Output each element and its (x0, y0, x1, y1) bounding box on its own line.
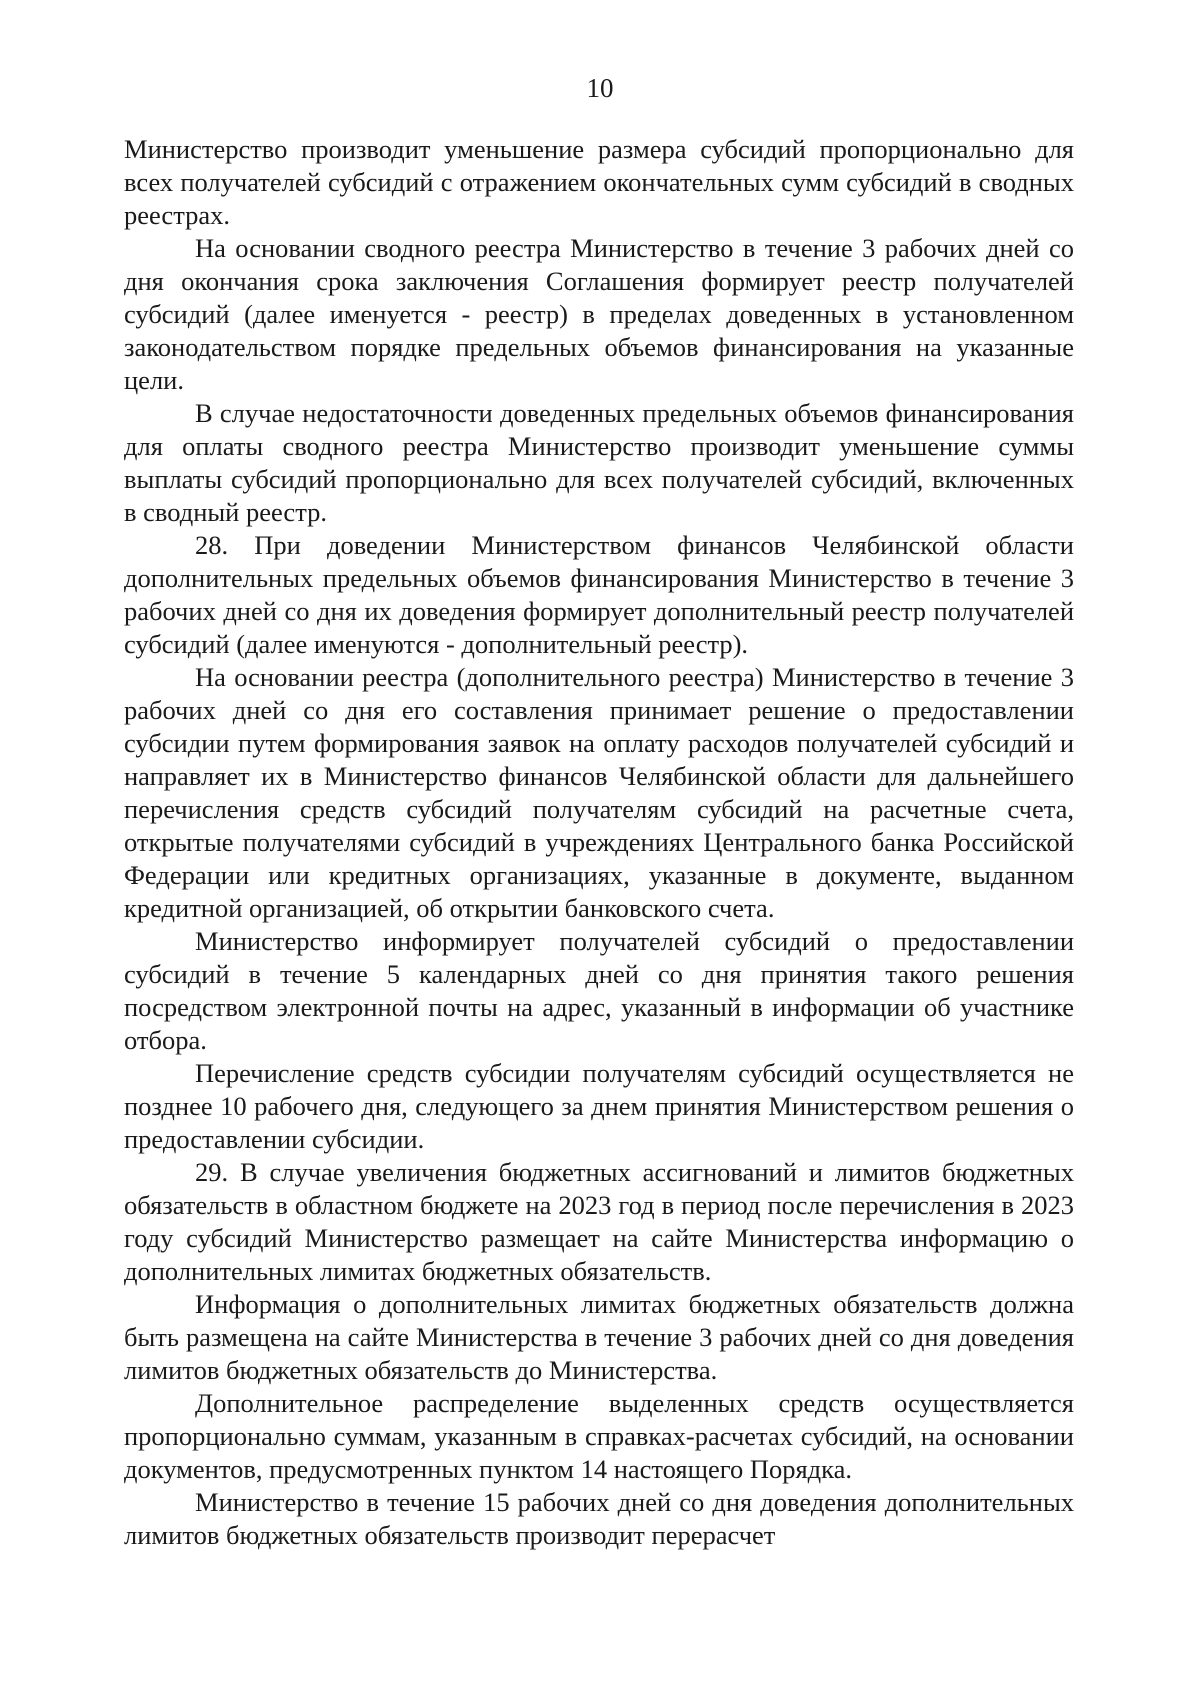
paragraph-1: Министерство производит уменьшение размера субсидий пропорционально для всех получателей субсидий с отражением окончательных сумм субсидий в сводных реестрах. (124, 134, 1074, 230)
paragraph-2: На основании сводного реестра Министерство в течение 3 рабочих дней со дня окончания срока заключения Соглашения формирует реестр получателей субсидий (далее именуется - реестр) в пределах доведенных в установленном законодательством порядке предельных объемов финансирования на указанные цели. (124, 233, 1074, 395)
paragraph-6: Министерство информирует получателей субсидий о предоставлении субсидий в течение 5 календарных дней со дня принятия такого решения посредством электронной почты на адрес, указанный в информации об участнике отбора. (124, 926, 1074, 1055)
document-body (124, 133, 1074, 1552)
paragraph-8-item-29: 29. В случае увеличения бюджетных ассигнований и лимитов бюджетных обязательств в областном бюджете на 2023 год в период после перечисления в 2023 году субсидий Министерство размещает на сайте Министерства информацию о дополнительных лимитах бюджетных обязательств. (124, 1157, 1074, 1286)
paragraph-11: Министерство в течение 15 рабочих дней со дня доведения дополнительных лимитов бюджетных обязательств производит перерасчет (124, 1487, 1074, 1550)
paragraph-3: В случае недостаточности доведенных предельных объемов финансирования для оплаты сводного реестра Министерство производит уменьшение суммы выплаты субсидий пропорционально для всех получателей субсидий, включенных в сводный реестр. (124, 398, 1074, 527)
paragraph-9: Информация о дополнительных лимитах бюджетных обязательств должна быть размещена на сайте Министерства в течение 3 рабочих дней со дня доведения лимитов бюджетных обязательств до Министерства. (124, 1289, 1074, 1385)
paragraph-5: На основании реестра (дополнительного реестра) Министерство в течение 3 рабочих дней со дня его составления принимает решение о предоставлении субсидии путем формирования заявок на оплату расходов получателей субсидий и направляет их в Министерство финансов Челябинской области для дальнейшего перечисления средств субсидий получателям субсидий на расчетные счета, открытые получателями субсидий в учреждениях Центрального банка Российской Федерации или кредитных организациях, указанные в документе, выданном кредитной организацией, об открытии банковского счета. (124, 662, 1074, 923)
paragraph-7: Перечисление средств субсидии получателям субсидий осуществляется не позднее 10 рабочего дня, следующего за днем принятия Министерством решения о предоставлении субсидии. (124, 1058, 1074, 1154)
paragraph-10: Дополнительное распределение выделенных средств осуществляется пропорционально суммам, указанным в справках-расчетах субсидий, на основании документов, предусмотренных пунктом 14 настоящего Порядка. (124, 1388, 1074, 1484)
paragraph-4-item-28: 28. При доведении Министерством финансов Челябинской области дополнительных предельных объемов финансирования Министерство в течение 3 рабочих дней со дня их доведения формирует дополнительный реестр получателей субсидий (далее именуются - дополнительный реестр). (124, 530, 1074, 659)
page-number: 10 (586, 73, 614, 103)
